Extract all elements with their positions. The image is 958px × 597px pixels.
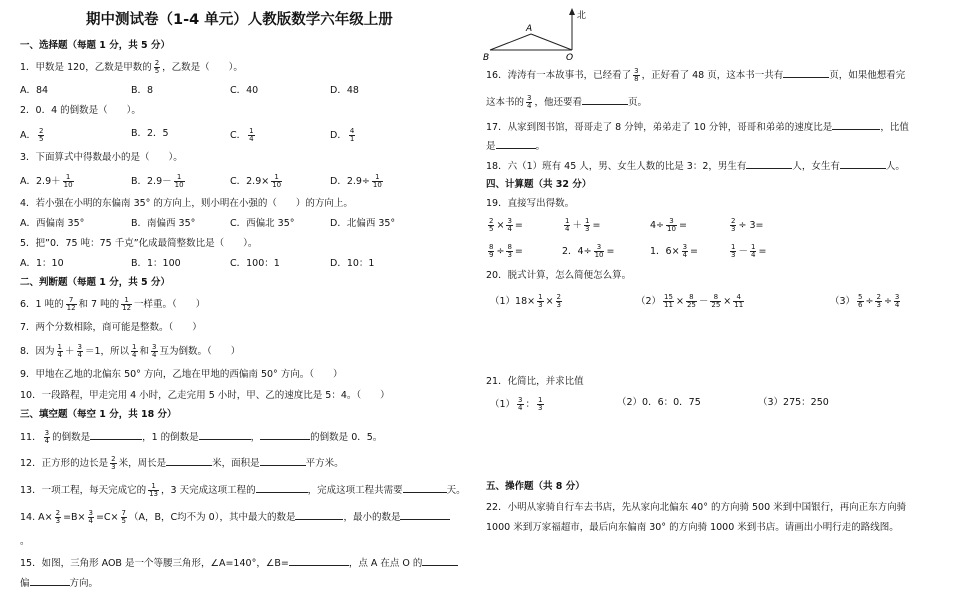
question-22-line2: 1000 米到万家福超市，最后向东偏南 30° 的方向骑 1000 米到书店。请画出小明行走的路线图。 [486, 522, 899, 533]
question-15: 15．如图，三角形 AOB 是一个等腰三角形，∠A=140°，∠B= ，点 A 在点 O 的 [20, 556, 458, 570]
section-header-judge: 二、判断题（每题 1 分，共 5 分） [20, 277, 170, 288]
question-16: 16．涛涛有一本故事书，已经看了 $\frac{3}{8}$ ，正好看了 48 页，这本书一共有 页，如果他想看完 [486, 67, 906, 83]
section-header-operate: 五、操作题（共 8 分） [486, 481, 585, 492]
question-5: 5．把”0．75 吨：75 千克”化成最简整数比是（ ）。 [20, 238, 258, 249]
calc-20-1: （1）18× $\frac{1}{3}$ × $\frac{2}{3}$ [490, 293, 561, 309]
section-header-choice: 一、选择题（每题 1 分，共 5 分） [20, 40, 170, 51]
question-18: 18．六（1）班有 45 人，男、女生人数的比是 3：2，男生有 人，女生有 人。 [486, 161, 905, 172]
calc-item: $\frac{8}{9}$ ÷ $\frac{8}{3}$ = [489, 243, 523, 259]
fraction: $\frac{2}{5}$ [154, 59, 160, 75]
question-20: 20．脱式计算，怎么简便怎么算。 [486, 270, 632, 281]
question-12: 12．正方形的边长是 $\frac{2}{3}$ 米，周长是 米，面积是 平方米。 [20, 455, 344, 471]
question-16-line2: 这本书的 $\frac{3}{4}$ ，他还要看 页。 [486, 94, 648, 110]
question-15-line2: 偏 方向。 [20, 578, 99, 589]
question-10: 10．一段路程，甲走完用 4 小时，乙走完用 5 小时，甲、乙的速度比是 5：4。（ ） [20, 390, 390, 401]
question-2: 2．0．4 的倒数是（ ）。 [20, 105, 141, 116]
option-c: C．西偏北 35° [230, 218, 295, 229]
option-a: A．1：10 [20, 258, 64, 269]
option-a: A．西偏南 35° [20, 218, 85, 229]
option-d: D．48 [330, 85, 359, 96]
calc-20-2: （2） $\frac{15}{11}$ × $\frac{8}{25}$ － $\frac{8}{25}$ × $\frac{4}{11}$ [636, 293, 744, 309]
label-a: A [526, 24, 533, 34]
question-7: 7．两个分数相除，商可能是整数。（ ） [20, 322, 202, 333]
question-13: 13．一项工程，每天完成它的 $\frac{1}{13}$ ，3 天完成这项工程的 ，完成这项工程共需要 天。 [20, 482, 466, 498]
calc-item: $\frac{2}{3}$ ÷ 3= [731, 217, 764, 233]
option-b: B．2．5 [131, 128, 169, 139]
question-22: 22．小明从家骑自行车去书店，先从家向北偏东 40° 的方向骑 500 米到中国银行，再向正东方向骑 [486, 502, 907, 513]
question-1: 1．甲数是 120，乙数是甲数的 $\frac{2}{5}$ ，乙数是（ ）。 [20, 59, 243, 75]
question-3: 3．下面算式中得数最小的是（ ）。 [20, 152, 183, 163]
option-a: A． $\frac{2}{5}$ [20, 127, 44, 143]
calc-item: $\frac{1}{3}$ － $\frac{1}{4}$ = [731, 243, 767, 259]
section-header-calc: 四、计算题（共 32 分） [486, 179, 592, 190]
option-d: D．10：1 [330, 258, 375, 269]
question-4: 4．若小强在小明的东偏南 35° 的方向上，则小明在小强的（ ）的方向上。 [20, 198, 353, 209]
ratio-21-1: （1） $\frac{3}{4}$ ： $\frac{1}{3}$ [490, 396, 543, 412]
question-11: 11． $\frac{3}{4}$ 的倒数是 ，1 的倒数是 ， 的倒数是 0．5。 [20, 429, 383, 445]
label-b: B [483, 53, 490, 62]
option-c: C．40 [230, 85, 259, 96]
option-b: B．2.9－ $\frac{1}{10}$ [131, 173, 184, 189]
option-a: A．84 [20, 85, 49, 96]
option-c: C．2.9× $\frac{1}{10}$ [230, 173, 282, 189]
question-14: 14. A× $\frac{2}{3}$ =B× $\frac{3}{4}$ =C× $\frac{7}{5}$ （A，B，C均不为 0），其中最大的数是 ，最小的数是 [20, 510, 450, 525]
calc-20-3: （3） $\frac{5}{6}$ ÷ $\frac{2}{3}$ ÷ $\frac{3}{4}$ [830, 293, 900, 309]
triangle-figure [480, 6, 590, 62]
calc-item: 4÷ $\frac{3}{10}$ = [650, 217, 687, 233]
option-d: D．北偏西 35° [330, 218, 396, 229]
north-label: 北 [577, 11, 587, 21]
option-d: D．2.9÷ $\frac{1}{10}$ [330, 173, 382, 189]
option-c: C．100：1 [230, 258, 280, 269]
option-a: A．2.9＋ $\frac{1}{10}$ [20, 173, 73, 189]
question-8: 8．因为 $\frac{1}{4}$ ＋ $\frac{3}{4}$ ＝1，所以 $\frac{1}{4}$ 和 $\frac{3}{4}$ 互为倒数。（ ） [20, 343, 241, 359]
option-b: B．南偏西 35° [131, 218, 196, 229]
option-d: D． $\frac{4}{1}$ [330, 127, 355, 143]
ratio-21-3: （3）275：250 [758, 397, 829, 408]
question-6: 6．1 吨的 $\frac{7}{12}$ 和 7 吨的 $\frac{1}{12}$ 一样重。（ ） [20, 296, 206, 312]
calc-item: 1．6× $\frac{3}{4}$ = [650, 243, 698, 259]
calc-item: 2．4÷ $\frac{3}{10}$ = [562, 243, 615, 259]
side-ao [531, 34, 572, 50]
calc-item: $\frac{2}{5}$ × $\frac{3}{4}$ = [489, 217, 523, 233]
option-c: C． $\frac{1}{4}$ [230, 127, 254, 143]
question-9: 9．甲地在乙地的北偏东 50° 方向，乙地在甲地的西偏南 50° 方向。（ ） [20, 369, 343, 380]
question-21: 21．化简比，并求比值 [486, 376, 584, 387]
question-17-line2: 是 。 [486, 141, 546, 152]
option-b: B．8 [131, 85, 154, 96]
page-title: 期中测试卷（1-4 单元）人教版数学六年级上册 [86, 12, 393, 28]
question-14-end: 。 [20, 536, 30, 547]
section-header-fill: 三、填空题（每空 1 分，共 18 分） [20, 409, 177, 420]
side-ba [490, 34, 531, 50]
ratio-21-2: （2）0．6：0．75 [617, 397, 701, 408]
calc-item: $\frac{1}{4}$ ＋ $\frac{1}{3}$ = [565, 217, 601, 233]
question-19: 19．直接写出得数。 [486, 198, 575, 209]
option-b: B．1：100 [131, 258, 181, 269]
question-17: 17．从家到图书馆，哥哥走了 8 分钟，弟弟走了 10 分钟，哥哥和弟弟的速度比是 ，比值 [486, 122, 909, 133]
north-arrow-icon [569, 8, 575, 15]
label-o: O [566, 53, 574, 62]
